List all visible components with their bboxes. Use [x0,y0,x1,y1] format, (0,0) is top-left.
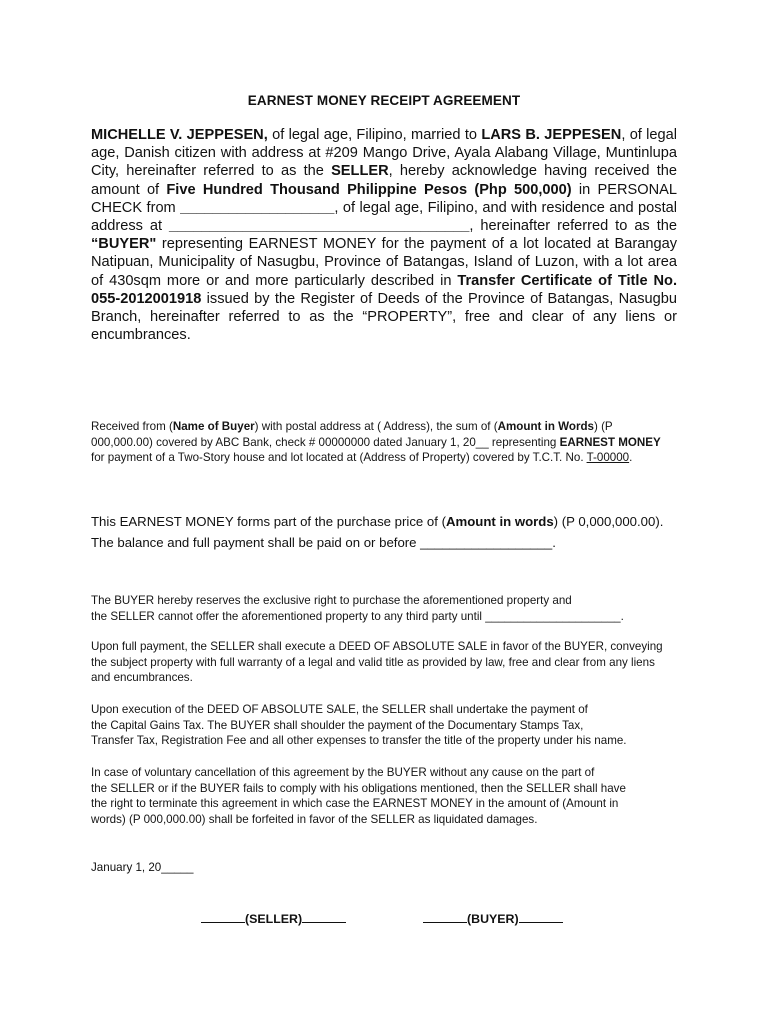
seller-line-left [201,911,245,923]
execution-line-2: the Capital Gains Tax. The BUYER shall shoulder the payment of the Documentary Stamps Tax, [91,718,584,732]
blank-from: ___________________ [180,199,335,216]
execution-line-3: Transfer Tax, Registration Fee and all other expenses to transfer the title of the property under his name. [91,734,627,748]
tct-label: Transfer Certificate of Title No. 055-2012001918 [91,272,678,307]
reserve-line-1: The BUYER hereby reserves the exclusive right to purchase the aforementioned property and [91,594,572,607]
received-text-3: ) (P 000,000.00) covered by ABC Bank, check # 00000000 dated January 1, 20__ representing [91,420,613,449]
seller-label: SELLER [331,163,389,180]
received-paragraph [91,419,671,466]
main-paragraph [91,126,677,344]
main-text-5: , of legal age, Filipino, and with residence and postal address at [91,199,677,235]
buyer-signature-label: (BUYER) [467,912,519,926]
main-text-4: in PERSONAL CHECK from [91,181,677,216]
received-text-1: Received from ( [91,420,173,433]
received-text-5: . [629,451,633,465]
cancellation-line-3: the right to terminate this agreement in which case the EARNEST MONEY in the amount of (Amount in [91,797,619,811]
seller-signature-line [201,911,346,926]
cancellation-line-4: words) (P 000,000.00) shall be forfeited in favor of the SELLER as liquidated damages. [91,812,538,826]
main-text-1: of legal age, Filipino, married to [267,127,482,143]
blank-address: _____________________________________ [169,218,470,235]
earnest-money-label: EARNEST MONEY [559,435,661,449]
buyer-signature-line [423,911,563,926]
received-text-4: for payment of a Two-Story house and lot located at (Address of Property) covered by T.C.T. No. [91,451,587,465]
buyer-line-right [519,911,563,923]
seller-signature-label: (SELLER) [245,912,303,926]
amount-number: (Php 500,000) [474,181,572,198]
earnest-text-1: This EARNEST MONEY forms part of the purchase price of ( [91,514,446,529]
name-of-buyer: Name of Buyer [172,420,255,433]
cancellation-paragraph [91,765,676,827]
earnest-text-2: ) (P 0,000,000.00). The balance and full payment shall be paid on or before __________________. [91,514,664,550]
spouse-name: LARS B. JEPPESEN [481,127,622,143]
buyer-line-left [423,911,467,923]
main-text-2: , of legal age, Danish citizen with address at #209 Mango Drive, Ayala Alabang Village, Muntinlupa City, hereinafter referred to as the [91,127,678,180]
date-line: January 1, 20_____ [91,861,194,874]
earnest-amount-in-words: Amount in words [445,514,554,529]
amount-words: Five Hundred Thousand Philippine Pesos [166,181,468,198]
cancellation-line-2: the SELLER or if the BUYER fails to comply with his obligations mentioned, then the SELLER shall have [91,781,626,795]
main-text-6: , hereinafter referred to as the [469,218,677,235]
seller-name: MICHELLE V. JEPPESEN, [91,127,268,143]
earnest-paragraph [91,511,676,553]
document-title: EARNEST MONEY RECEIPT AGREEMENT [247,93,521,108]
main-text-8: issued by the Register of Deeds of the Province of Batangas, Nasugbu Branch, hereinafter referred to as the “PROPERTY”, free and clear of any liens or encumbrances. [91,290,677,344]
buyer-label: “BUYER" [91,236,157,253]
amount-in-words: Amount in Words [497,420,594,433]
tct-number: T-00000 [586,451,630,465]
cancellation-line-1: In case of voluntary cancellation of this agreement by the BUYER without any cause on the part of [91,766,595,779]
execution-paragraph [91,702,681,749]
full-payment-paragraph: Upon full payment, the SELLER shall execute a DEED OF ABSOLUTE SALE in favor of the BUYER, conveying the subject property with full warranty of a legal and valid title as provided by law, free and clear from any liens and encumbrances. [91,640,663,685]
main-text-7: representing EARNEST MONEY for the payment of a lot located at Barangay Natipuan, Municipality of Nasugbu, Province of Batangas, Island of Luzon, with a lot area of 430sqm more or and more particularly described in [91,236,677,289]
seller-line-right [302,911,346,923]
main-text-3: , hereby acknowledge having received the amount of [91,163,678,198]
reserve-line-2: the SELLER cannot offer the aforementioned property to any third party until _____________________. [91,609,624,623]
execution-line-1: Upon execution of the DEED OF ABSOLUTE SALE, the SELLER shall undertake the payment of [91,703,588,716]
reserve-paragraph [91,593,681,624]
received-text-2: ) with postal address at ( Address), the sum of ( [254,420,498,433]
